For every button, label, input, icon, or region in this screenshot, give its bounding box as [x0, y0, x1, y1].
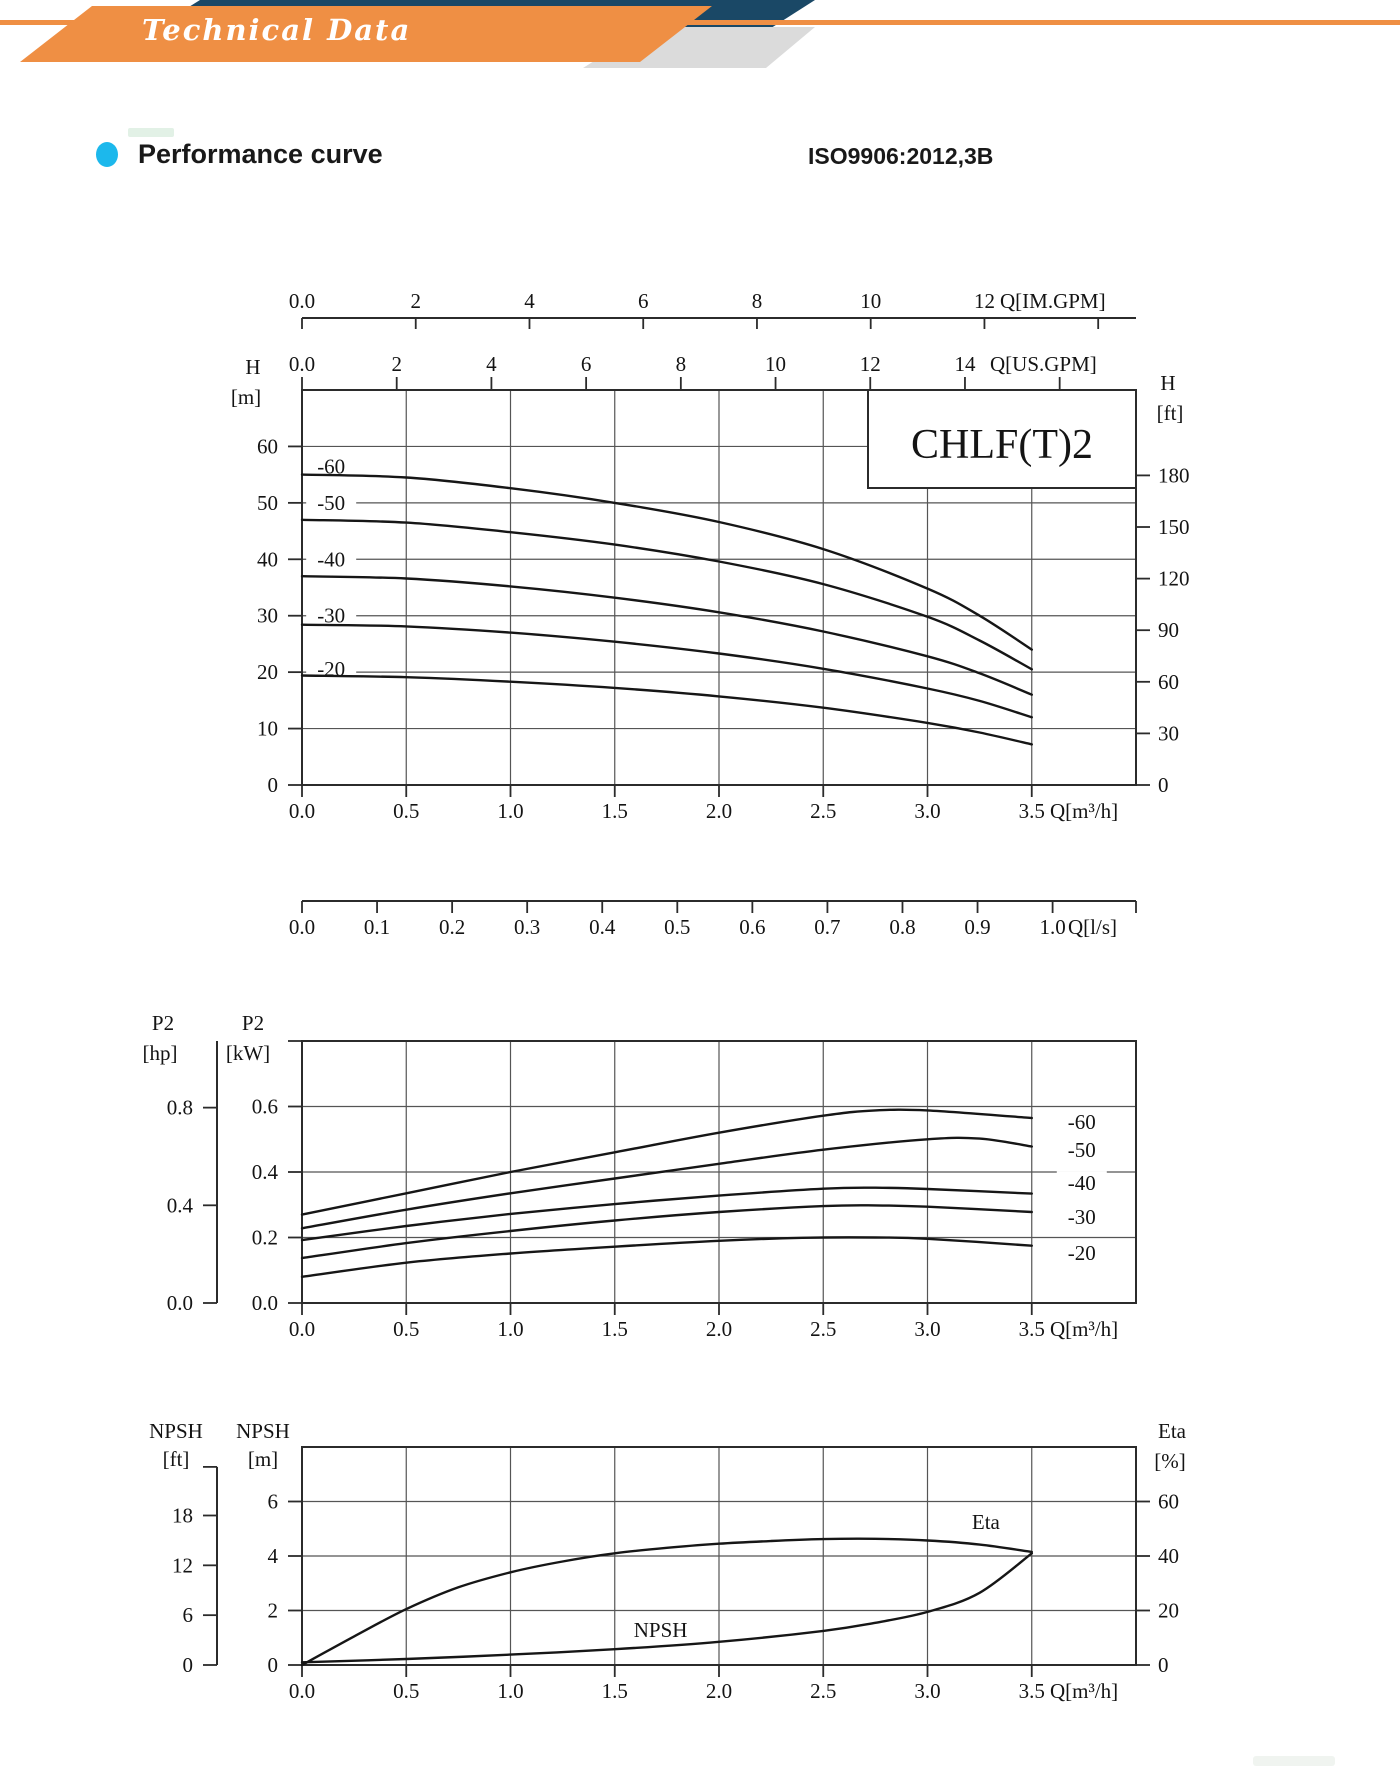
hq-x-axis [289, 785, 1118, 823]
curve-label-NPSH: NPSH [633, 1618, 688, 1643]
y-right-unit: [ft] [1156, 401, 1184, 425]
tick-label: 4 [267, 1544, 278, 1568]
tick-label: 0.8 [166, 1095, 193, 1120]
hq-imgpm-axis [289, 289, 1136, 329]
scan-smudge-bottom [1253, 1756, 1335, 1766]
tick-label: 12 [973, 289, 995, 313]
tick-label: 10 [860, 289, 882, 313]
tick-label: 50 [257, 490, 278, 515]
scan-smudge-top [128, 128, 174, 137]
tick-label: 0 [1158, 773, 1169, 797]
tick-label: 0.4 [166, 1193, 193, 1218]
hq-y-right-axis [1136, 371, 1190, 797]
tick-label: 3.5 [1018, 1679, 1045, 1703]
tick-label: 4 [524, 289, 535, 313]
tick-label: 1.0 [497, 1317, 524, 1341]
tick-label: 2.5 [810, 799, 837, 823]
tick-label: 4 [486, 352, 497, 376]
curve-label--30: -30 [317, 603, 346, 628]
tick-label: 1.0 [497, 799, 524, 823]
y-left-unit: [m] [230, 385, 262, 409]
tick-label: 30 [257, 603, 278, 628]
tick-label: 120 [1158, 566, 1190, 591]
hq-chart [231, 289, 1190, 939]
tick-label: 1.5 [601, 1679, 628, 1703]
imgpm-axis-label: Q[IM.GPM] [1000, 289, 1106, 313]
ft-axis-name: NPSH [149, 1419, 203, 1443]
tick-label: 0.0 [288, 799, 316, 823]
tick-label: 0.8 [889, 915, 916, 939]
tick-label: 40 [1158, 1544, 1179, 1568]
kw-axis-name: P2 [241, 1011, 265, 1035]
tick-label: 90 [1158, 618, 1179, 643]
tick-label: 0.7 [814, 915, 841, 939]
tick-label: 12 [172, 1553, 193, 1578]
tick-label: 0 [267, 1653, 278, 1677]
tick-label: 0.4 [589, 915, 616, 939]
curve-label--40: -40 [1067, 1171, 1096, 1196]
tick-label: 0.6 [739, 915, 766, 939]
tick-label: 6 [637, 289, 649, 313]
x-axis-unit-label: Q[m³/h] [1050, 799, 1119, 823]
power-hp-axis [143, 1011, 218, 1315]
tick-label: 0.0 [288, 1679, 316, 1703]
tick-label: 10 [257, 716, 278, 741]
tick-label: 0.0 [251, 1291, 278, 1315]
tick-label: 60 [257, 434, 278, 459]
tick-label: 0.5 [393, 799, 420, 823]
tick-label: 0.0 [288, 1317, 316, 1341]
npsh-m-axis [236, 1419, 302, 1677]
tick-label: 2.0 [705, 1679, 733, 1703]
tick-label: 40 [257, 547, 278, 572]
tick-label: 3.0 [914, 799, 941, 823]
standard-label: ISO9906:2012,3B [808, 143, 994, 169]
curve--20 [302, 676, 1032, 745]
eta-axis-name: Eta [1158, 1419, 1186, 1443]
tick-label: 0.5 [393, 1679, 420, 1703]
tick-label: 3.5 [1018, 799, 1045, 823]
power-series [302, 1110, 1107, 1277]
hq-series [302, 455, 1032, 745]
tick-label: 6 [267, 1489, 278, 1514]
tick-label: 180 [1158, 463, 1190, 488]
tick-label: 10 [765, 352, 787, 376]
tick-label: 30 [1158, 721, 1179, 746]
tick-label: 0.0 [166, 1291, 193, 1315]
curve-label--20: -20 [317, 656, 346, 681]
curve-label--60: -60 [1067, 1109, 1096, 1134]
tick-label: 2.5 [810, 1317, 837, 1341]
hp-axis-name: P2 [151, 1011, 175, 1035]
tick-label: 0.0 [288, 915, 316, 939]
tick-label: 14 [954, 352, 976, 376]
tick-label: 0.5 [664, 915, 691, 939]
curve--40 [302, 1188, 1032, 1240]
eta-axis [1136, 1419, 1187, 1677]
curve--60 [302, 475, 1032, 650]
header-title: Technical Data [142, 13, 412, 47]
tick-label: 6 [580, 352, 592, 376]
power-grid [302, 1041, 1136, 1303]
tick-label: 2 [267, 1598, 278, 1623]
tick-label: 60 [1158, 669, 1179, 694]
tick-label: 6 [182, 1603, 193, 1628]
hp-axis-unit: [hp] [142, 1041, 178, 1065]
tick-label: 1.0 [497, 1679, 524, 1703]
power-kw-axis [226, 1011, 302, 1315]
ls-axis-label: Q[l/s] [1068, 915, 1117, 939]
npsh-grid [302, 1447, 1136, 1665]
tick-label: 3.0 [914, 1679, 941, 1703]
m-axis-name: NPSH [236, 1419, 290, 1443]
tick-label: 1.5 [601, 799, 628, 823]
npsh-eta-chart [149, 1419, 1187, 1703]
tick-label: 0.9 [964, 915, 991, 939]
section-bullet-icon [96, 142, 118, 167]
hq-ls-axis [289, 901, 1136, 939]
tick-label: 0.3 [514, 915, 541, 939]
tick-label: 2 [410, 289, 421, 313]
curve-label--50: -50 [1067, 1138, 1096, 1163]
tick-label: 0.4 [251, 1160, 278, 1184]
tick-label: 18 [172, 1503, 193, 1528]
tick-label: 2.0 [705, 1317, 733, 1341]
tick-label: 0 [1158, 1653, 1169, 1677]
npsh-series [302, 1510, 1032, 1665]
tick-label: 0.5 [393, 1317, 420, 1341]
tick-label: 20 [257, 660, 278, 685]
npsh-x-axis [289, 1665, 1118, 1703]
curve--50 [302, 1138, 1032, 1229]
tick-label: 0.6 [251, 1094, 278, 1119]
power-x-axis [289, 1303, 1118, 1341]
m-axis-unit: [m] [247, 1447, 279, 1471]
model-label: CHLF(T)2 [911, 422, 1093, 468]
tick-label: 2.0 [705, 799, 733, 823]
curve-label--50: -50 [317, 490, 346, 515]
hq-usgpm-axis [289, 352, 1097, 389]
tick-label: 2 [391, 352, 402, 376]
x-axis-unit-label: Q[m³/h] [1050, 1317, 1119, 1341]
tick-label: 8 [675, 352, 687, 376]
x-axis-unit-label: Q[m³/h] [1050, 1679, 1119, 1703]
curve-label-Eta: Eta [971, 1509, 1000, 1534]
ft-axis-unit: [ft] [162, 1447, 190, 1471]
curve--30 [302, 1205, 1032, 1258]
curve-label--60: -60 [317, 454, 346, 479]
tick-label: 0.0 [288, 289, 316, 313]
model-label-box [868, 390, 1136, 488]
tick-label: 60 [1158, 1489, 1179, 1514]
tick-label: 0.0 [288, 352, 316, 376]
tick-label: 150 [1158, 515, 1190, 540]
tick-label: 0 [267, 773, 278, 797]
kw-axis-unit: [kW] [225, 1041, 271, 1065]
curve--30 [302, 625, 1032, 718]
hq-y-left-axis [231, 355, 302, 797]
power-chart [143, 1011, 1137, 1341]
tick-label: 0.1 [363, 915, 391, 939]
tick-label: 0.2 [438, 915, 466, 939]
usgpm-axis-label: Q[US.GPM] [990, 352, 1097, 376]
tick-label: 0.2 [251, 1225, 278, 1250]
tick-label: 1.5 [601, 1317, 628, 1341]
tick-label: 3.0 [914, 1317, 941, 1341]
tick-label: 1.0 [1039, 915, 1066, 939]
tick-label: 3.5 [1018, 1317, 1045, 1341]
tick-label: 8 [751, 289, 763, 313]
curve-label--40: -40 [317, 547, 346, 572]
curve-label--30: -30 [1067, 1204, 1096, 1229]
tick-label: 12 [859, 352, 881, 376]
npsh-ft-axis [149, 1419, 217, 1677]
tick-label: 2.5 [810, 1679, 837, 1703]
section-title: Performance curve [138, 139, 383, 169]
y-left-name: H [245, 355, 261, 379]
tick-label: 20 [1158, 1598, 1179, 1623]
y-right-name: H [1160, 371, 1176, 395]
curve-label--20: -20 [1067, 1240, 1096, 1265]
eta-axis-unit: [%] [1154, 1449, 1186, 1473]
tick-label: 0 [182, 1653, 193, 1677]
